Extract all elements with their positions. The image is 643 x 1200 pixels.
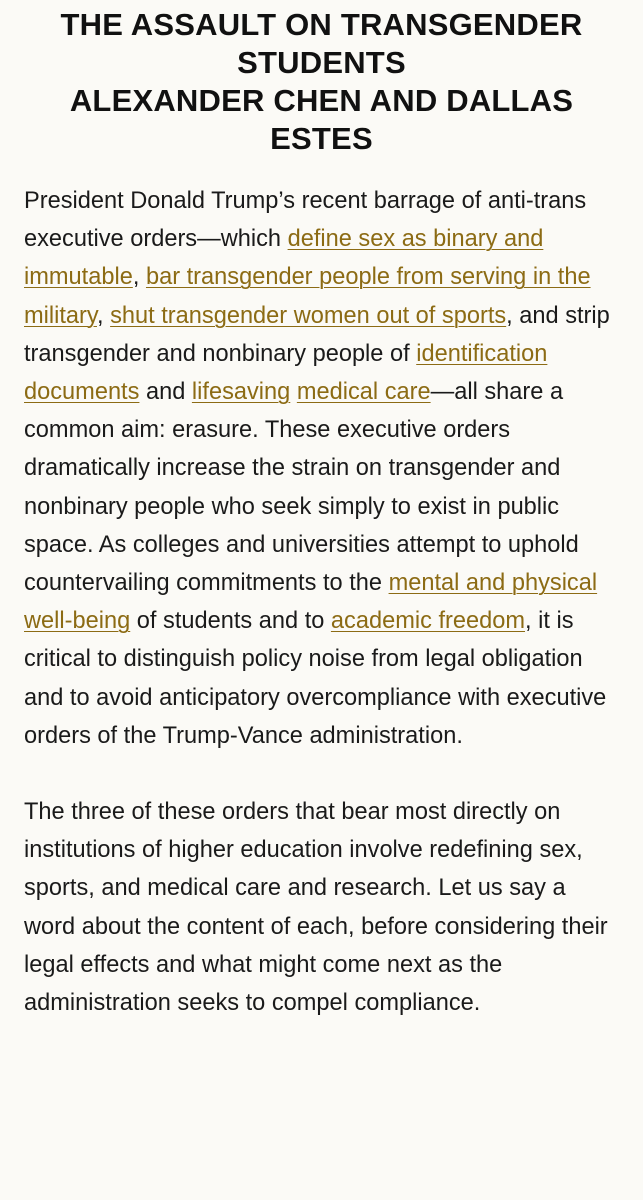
link-military-ban[interactable]: bar transgender people from serving in the military xyxy=(24,264,591,329)
article-title xyxy=(24,6,619,158)
paragraph-text: , xyxy=(96,302,111,329)
paragraph-text: , xyxy=(132,264,146,291)
link-medical-care[interactable]: medical care xyxy=(296,379,431,406)
title-authors: ALEXANDER CHEN AND DALLAS ESTES xyxy=(69,83,574,156)
paragraph-text: , it is critical to distinguish policy noise from legal obligation and to avoid anticipatory overcompliance with executive orders of the Trump-Vance administration. xyxy=(24,608,607,749)
link-identification-documents[interactable]: identification documents xyxy=(24,340,548,406)
paragraph-1 xyxy=(24,182,619,755)
paragraph-text: and xyxy=(139,379,192,406)
title-headline: THE ASSAULT ON TRANSGENDER STUDENTS xyxy=(60,7,583,80)
paragraph-text: —all share a common aim: erasure. These executive orders dramatically increase the strain on transgender and nonbinary people who seek simply to exist in public space. As colleges and universities attempt to uphold countervailing commitments to the xyxy=(24,379,579,597)
paragraph-text: President Donald Trump’s recent barrage of anti-trans executive orders—which xyxy=(24,188,587,253)
link-academic-freedom[interactable]: academic freedom xyxy=(330,608,526,635)
link-lifesaving[interactable]: lifesaving xyxy=(191,379,291,406)
paragraph-2: The three of these orders that bear most directly on institutions of higher education involve redefining sex, sports, and medical care and research. Let us say a word about the content of each, before considering their legal effects and what might come next as the administration seeks to compel compliance. xyxy=(24,799,608,1017)
article-body xyxy=(24,182,619,1022)
paragraph-text: of students and to xyxy=(130,608,331,635)
link-sports-ban[interactable]: shut transgender women out of sports xyxy=(110,302,507,329)
paragraph-text: , and strip transgender and nonbinary people of xyxy=(24,302,610,367)
link-define-sex[interactable]: define sex as binary and immutable xyxy=(24,226,544,291)
link-well-being[interactable]: mental and physical well-being xyxy=(24,570,598,635)
